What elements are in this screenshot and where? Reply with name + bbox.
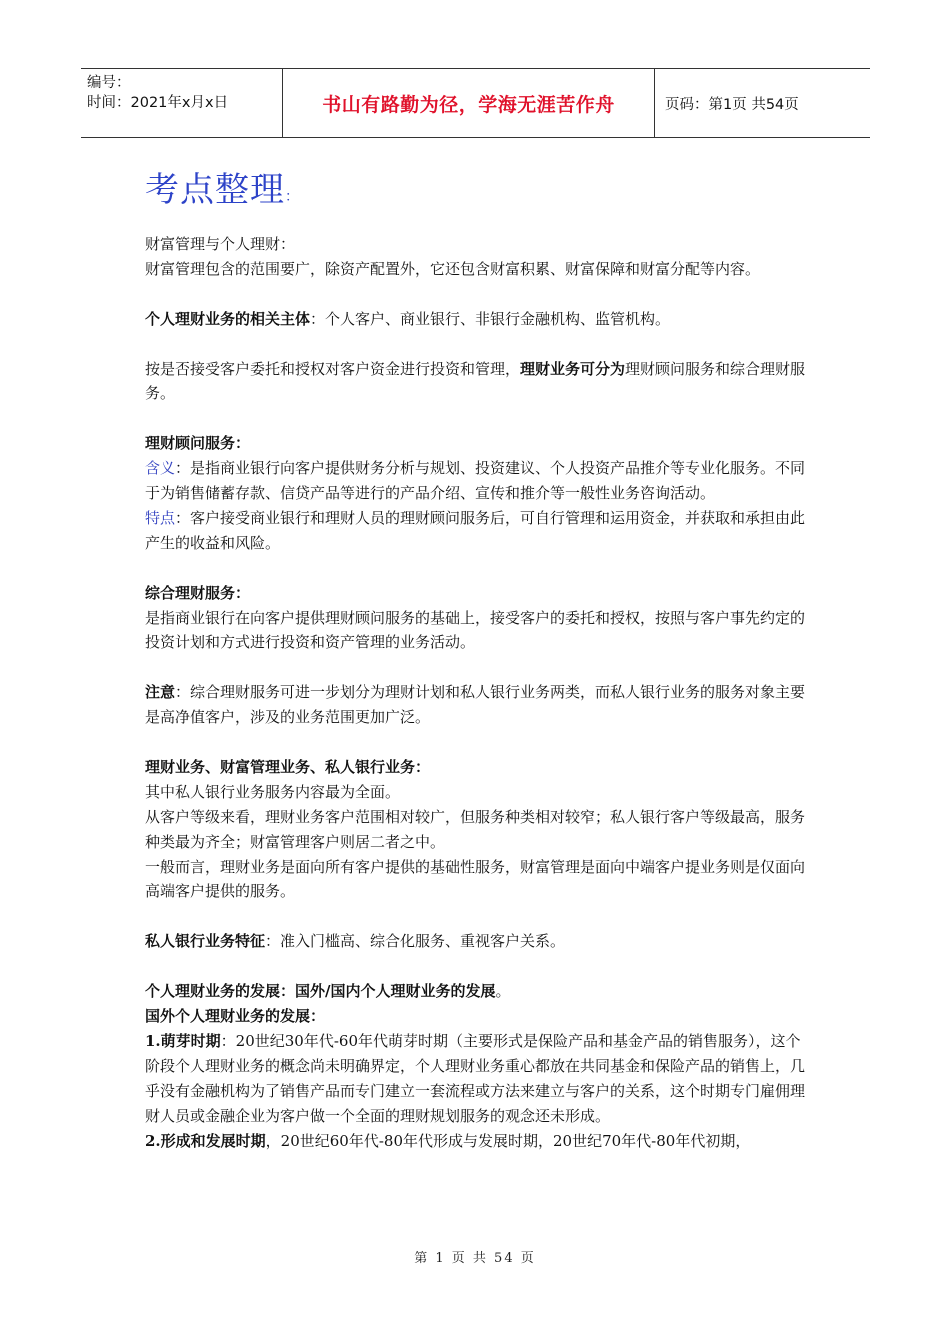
paragraph: 其中私人银行业务服务内容最为全面。 <box>145 782 401 801</box>
page-title-text: 考点整理 <box>145 170 285 210</box>
section-heading: 理财顾问服务： <box>145 434 251 453</box>
paragraph-text: 。 <box>495 982 511 1001</box>
paragraph: 一般而言，理财业务是面向所有客户提供的基础性服务，财富管理是面向中端客户提业务则是仅面向高端客户提供的服务。 <box>145 857 806 901</box>
paragraph: 财富管理包含的范围要广，除资产配置外，它还包含财富积累、财富保障和财富分配等内容。 <box>145 259 761 278</box>
paragraph-text: ：客户接受商业银行和理财人员的理财顾问服务后，可自行管理和运用资金，并获取和承担由此产生的收益和风险。 <box>145 508 806 552</box>
page-info: 页码：第1页 共54页 <box>665 96 799 113</box>
bold-label: 1.萌芽时期 <box>145 1031 221 1050</box>
page-title-colon: ： <box>285 189 300 205</box>
paragraph-text: ：20世纪30年代-60年代萌芽时期（主要形式是保险产品和基金产品的销售服务），这个阶段个人理财业务的概念尚未明确界定，个人理财业务重心都放在共同基金和保险产品的销售上，几乎没有金融机构为了销售产品而专门建立一套流程或方法来建立与客户的关系，这个时期专门雇佣理财人员或金融企业为客户做一个全面的理财规划服务的观念还未形成。 <box>145 1031 806 1125</box>
motto-text: 书山有路勤为径，学海无涯苦作舟 <box>322 93 615 116</box>
paragraph <box>145 680 813 730</box>
paragraph <box>145 307 813 332</box>
section-heading: 国外个人理财业务的发展： <box>145 1006 326 1025</box>
blue-label: 含义 <box>145 459 176 478</box>
paragraph-text: ：综合理财服务可进一步划分为理财计划和私人银行业务两类，而私人银行业务的服务对象主要是高净值客户，涉及的业务范围更加广泛。 <box>145 683 806 727</box>
paragraph <box>145 506 813 556</box>
document-body <box>145 232 813 1153</box>
header-meta-cell <box>81 69 283 137</box>
paragraph <box>145 456 813 506</box>
paragraph-text: 按是否接受客户委托和授权对客户资金进行投资和管理， <box>145 359 521 378</box>
page-title <box>145 162 300 211</box>
paragraph: 从客户等级来看，理财业务客户范围相对较广，但服务种类相对较窄；私人银行客户等级最高，服务种类最为齐全；财富管理客户则居二者之中。 <box>145 807 806 851</box>
paragraph: 财富管理与个人理财： <box>145 235 296 253</box>
header-page-cell <box>655 69 870 137</box>
blue-label: 特点 <box>145 508 176 527</box>
paragraph-text: ：个人客户、商业银行、非银行金融机构、监管机构。 <box>310 309 671 328</box>
bold-label: 理财业务可分为 <box>520 359 626 378</box>
paragraph <box>145 979 813 1004</box>
paragraph-text: ：是指商业银行向客户提供财务分析与规划、投资建议、个人投资产品推介等专业化服务。不同于为销售储蓄存款、信贷产品等进行的产品介绍、宣传和推介等一般性业务咨询活动。 <box>145 459 806 503</box>
bold-label: 2.形成和发展时期 <box>145 1131 266 1150</box>
paragraph <box>145 357 813 407</box>
paragraph <box>145 1029 813 1129</box>
header-motto-cell <box>283 69 655 137</box>
section-heading: 理财业务、财富管理业务、私人银行业务： <box>145 757 431 776</box>
paragraph <box>145 1129 813 1154</box>
section-heading: 综合理财服务： <box>145 583 251 602</box>
page-footer: 第 1 页 共 54 页 <box>414 1251 536 1266</box>
time-label: 时间：2021年x月x日 <box>87 95 229 111</box>
paragraph: 是指商业银行在向客户提供理财顾问服务的基础上，接受客户的委托和授权，按照与客户事先约定的投资计划和方式进行投资和资产管理的业务活动。 <box>145 608 806 652</box>
bold-label: 注意 <box>145 683 176 702</box>
bold-label: 私人银行业务特征 <box>145 932 266 951</box>
document-header <box>81 68 870 138</box>
section-heading: 个人理财业务的发展：国外/国内个人理财业务的发展 <box>145 982 496 1001</box>
paragraph <box>145 929 813 954</box>
bold-label: 个人理财业务的相关主体 <box>145 309 311 328</box>
paragraph-text: ：准入门槛高、综合化服务、重视客户关系。 <box>265 932 566 951</box>
number-label: 编号： <box>87 75 131 91</box>
paragraph-text: ，20世纪60年代-80年代形成与发展时期，20世纪70年代-80年代初期， <box>265 1131 751 1150</box>
paragraph-text: 理财顾问服务和综合理财服务。 <box>145 359 806 403</box>
